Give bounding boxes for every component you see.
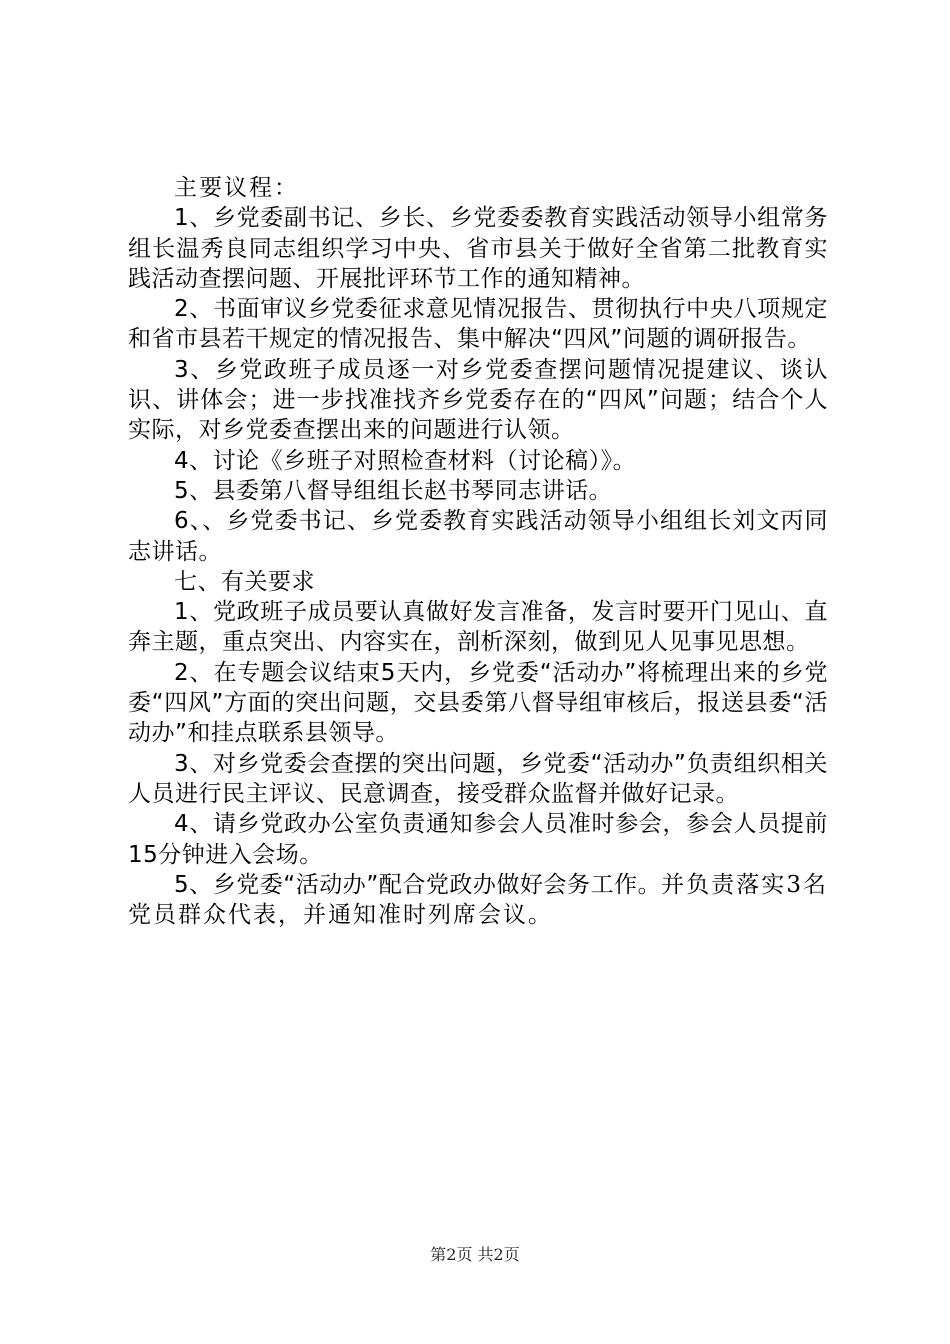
requirement-item-4: 4、请乡党政办公室负责通知参会人员准时参会，参会人员提前15分钟进入会场。 <box>128 811 828 868</box>
agenda-heading <box>128 173 828 203</box>
requirement-item-2: 2、在专题会议结束5天内，乡党委“活动办”将梳理出来的乡党委“四风”方面的突出问题，交县委第八督导组审核后，报送县委“活动办”和挂点联系县领导。 <box>128 659 828 747</box>
requirement-item-5 <box>128 870 828 931</box>
page-footer: 第2页 共2页 <box>430 1245 520 1264</box>
agenda-item-5: 5、县委第八督导组组长赵书琴同志讲话。 <box>174 477 613 504</box>
requirements-heading: 七、有关要求 <box>174 568 315 595</box>
agenda-item-2: 2、书面审议乡党委征求意见情况报告、贯彻执行中央八项规定和省市县若干规定的情况报告、集中解决“四风”问题的调研报告。 <box>128 296 828 353</box>
agenda-item-6: 6、、乡党委书记、乡党委教育实践活动领导小组组长刘文丙同志讲话。 <box>128 508 828 565</box>
requirement-item-5-main: 5、乡党委“活动办”配合党政办做好会务工作。 <box>174 871 662 898</box>
requirement-item-1: 1、党政班子成员要认真做好发言准备，发言时要开门见山、直奔主题，重点突出、内容实在，剖析深刻，做到见人见事见思想。 <box>128 599 828 656</box>
agenda-item-3: 3、乡党政班子成员逐一对乡党委查摆问题情况提建议、谈认识、讲体会；进一步找准找齐乡党委存在的“四风”问题；结合个人实际，对乡党委查摆出来的问题进行认领。 <box>128 356 828 444</box>
requirement-item-3: 3、对乡党委会查摆的突出问题，乡党委“活动办”负责组织相关人员进行民主评议、民意调查，接受群众监督并做好记录。 <box>128 750 828 807</box>
document-body <box>128 173 828 930</box>
requirement-item-5-tail: 并负责落实3名党员群众代表，并通知准时列席会议。 <box>128 871 828 929</box>
agenda-heading-text: 主要议程： <box>174 175 299 201</box>
agenda-item-4: 4、讨论《乡班子对照检查材料（讨论稿）》。 <box>174 447 637 474</box>
agenda-item-1: 1、乡党委副书记、乡长、乡党委委教育实践活动领导小组常务组长温秀良同志组织学习中央、省市县关于做好全省第二批教育实践活动查摆问题、开展批评环节工作的通知精神。 <box>128 205 828 292</box>
